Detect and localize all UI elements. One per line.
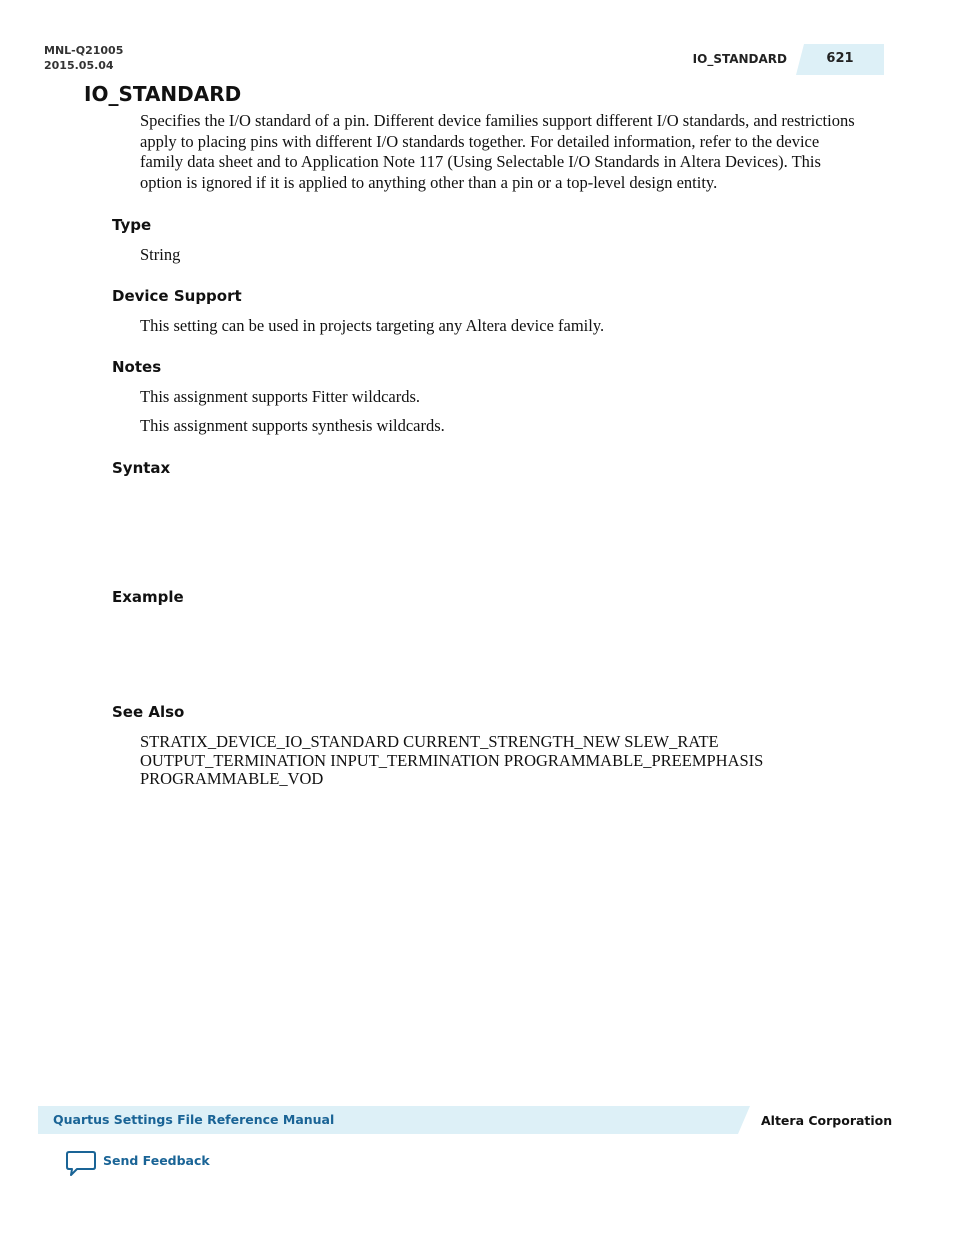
description-paragraph: Specifies the I/O standard of a pin. Different device families support different I/O standards, and restrictions apply to placing pins with different I/O standards together. For detailed information, refer to the device family data sheet and to Application Note 117 (Using Selectable I/O Standards in Altera Devices). This option is ignored if it is applied to anything other than a pin or a top-level design entity. xyxy=(140,111,855,193)
type-value: String xyxy=(140,245,181,264)
see-also-line: OUTPUT_TERMINATION INPUT_TERMINATION PROGRAMMABLE_PREEMPHASIS xyxy=(140,750,764,770)
document-meta xyxy=(44,43,123,73)
see-also-list xyxy=(140,733,866,789)
note-item: This assignment supports Fitter wildcards. xyxy=(140,387,421,406)
running-header-section: IO_STANDARD xyxy=(692,52,787,66)
type-heading: Type xyxy=(112,216,152,234)
company-name: Altera Corporation xyxy=(761,1113,893,1128)
notes-heading: Notes xyxy=(112,358,162,376)
page-number: 621 xyxy=(826,51,854,66)
page-number-tab xyxy=(796,44,884,75)
document-id: MNL-Q21005 xyxy=(44,44,124,57)
note-item: This assignment supports synthesis wildcards. xyxy=(140,416,445,435)
syntax-heading: Syntax xyxy=(112,459,171,477)
page-title: IO_STANDARD xyxy=(84,82,242,106)
example-heading: Example xyxy=(112,588,184,606)
see-also-heading: See Also xyxy=(112,703,185,721)
device-support-heading: Device Support xyxy=(112,287,242,305)
manual-title: Quartus Settings File Reference Manual xyxy=(53,1112,335,1127)
document-date: 2015.05.04 xyxy=(44,59,114,72)
speech-bubble-icon xyxy=(65,1150,97,1178)
footer-band xyxy=(38,1106,750,1134)
see-also-line: PROGRAMMABLE_VOD xyxy=(140,769,324,788)
see-also-line: STRATIX_DEVICE_IO_STANDARD CURRENT_STRENGTH_NEW SLEW_RATE xyxy=(140,732,719,751)
device-support-text: This setting can be used in projects targeting any Altera device family. xyxy=(140,316,605,335)
send-feedback-label[interactable]: Send Feedback xyxy=(103,1153,210,1168)
